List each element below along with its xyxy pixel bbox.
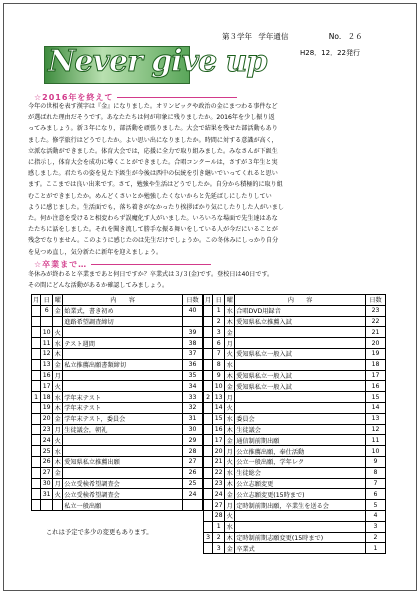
content-cell: 合唱DVD用録音 — [235, 305, 366, 316]
count-cell: 6 — [366, 489, 386, 500]
weekday-cell: 水 — [53, 392, 63, 403]
issue-date: H28．12．22発行 — [300, 49, 360, 57]
content-cell — [63, 327, 183, 338]
month-cell — [32, 467, 41, 478]
count-cell: 15 — [366, 392, 386, 403]
table-row — [32, 467, 203, 478]
table-row — [32, 435, 203, 446]
paragraph-line: が選ばれた理由だそうです。あなたたちは何が印象に残りましたか。2016年を少し振り返 — [28, 114, 275, 122]
weekday-cell: 木 — [225, 532, 235, 543]
count-cell: 14 — [366, 402, 386, 413]
col-day: 日 — [41, 295, 53, 306]
month-cell — [204, 467, 213, 478]
day-cell: 27 — [41, 467, 53, 478]
weekday-cell: 金 — [225, 381, 235, 392]
month-cell — [32, 370, 41, 381]
weekday-cell: 月 — [225, 446, 235, 457]
content-cell — [63, 381, 183, 392]
table-row — [204, 359, 386, 370]
weekday-cell: 木 — [225, 316, 235, 327]
weekday-cell: 木 — [225, 370, 235, 381]
content-cell: 学年末テスト，委員会 — [63, 413, 183, 424]
weekday-cell: 木 — [225, 478, 235, 489]
count-cell: 3 — [366, 521, 386, 532]
paragraph-line: 立派な活動ができました。体育大会では，応援に全力で取り組みました。みなさんが下級生 — [28, 147, 278, 155]
col-content: 内 容 — [235, 295, 366, 306]
month-cell: 3 — [204, 532, 213, 543]
day-cell: 1 — [213, 305, 225, 316]
month-cell — [204, 359, 213, 370]
content-cell — [63, 446, 183, 457]
day-cell: 7 — [213, 348, 225, 359]
day-cell: 22 — [213, 467, 225, 478]
schedule-table-january — [31, 294, 203, 511]
month-cell — [32, 305, 41, 316]
weekday-cell: 火 — [53, 489, 63, 500]
month-cell — [204, 381, 213, 392]
month-cell — [32, 381, 41, 392]
table-row — [204, 305, 386, 316]
table-row — [204, 402, 386, 413]
day-cell: 12 — [41, 348, 53, 359]
content-cell: 生徒議会 — [235, 424, 366, 435]
col-count: 日数 — [366, 295, 386, 306]
count-cell: 7 — [366, 478, 386, 489]
weekday-cell: 金 — [53, 305, 63, 316]
day-cell: 13 — [213, 392, 225, 403]
table-row — [204, 532, 386, 543]
weekday-cell: 月 — [225, 500, 235, 511]
paragraph-line: その間にどんな活動があるか確認してみましょう。 — [28, 282, 169, 290]
month-cell — [204, 543, 213, 554]
paragraph-line: たたちに話をしました。それを聞き流して勝手な振る舞いをしている人が今だにいることが — [28, 226, 278, 234]
weekday-cell: 水 — [225, 467, 235, 478]
content-cell: 進路希望調査締切 — [63, 316, 183, 327]
count-cell: 11 — [366, 435, 386, 446]
content-cell: 愛知県私立一般入試 — [235, 370, 366, 381]
day-cell: 30 — [41, 478, 53, 489]
day-cell: 24 — [213, 489, 225, 500]
weekday-cell: 木 — [53, 348, 63, 359]
count-cell: 21 — [366, 327, 386, 338]
paragraph-line: 残念でなりません。このように感じたのは先生だけでしょうか。この冬休みにしっかり自分 — [28, 237, 279, 245]
weekday-cell: 火 — [225, 456, 235, 467]
paragraph-line: を見つめ直し，気分新たに新年を迎えましょう。 — [28, 248, 163, 256]
day-cell: 13 — [41, 359, 53, 370]
col-day: 日 — [213, 295, 225, 306]
count-cell: 38 — [183, 338, 203, 349]
content-cell: 公立受検希望調査会 — [63, 489, 183, 500]
day-cell: 24 — [41, 435, 53, 446]
paragraph-2 — [28, 269, 396, 291]
count-cell: 39 — [183, 327, 203, 338]
content-cell: 定時制前期出願，卒業生を送る会 — [235, 500, 366, 511]
content-cell: 公立志願変更 — [235, 478, 366, 489]
count-cell: 25 — [183, 478, 203, 489]
table-row — [32, 489, 203, 500]
month-cell — [204, 456, 213, 467]
day-cell: 19 — [41, 402, 53, 413]
content-cell: テスト週間 — [63, 338, 183, 349]
table-row — [32, 305, 203, 316]
col-week: 曜 — [225, 295, 235, 306]
content-cell — [235, 521, 366, 532]
count-cell: 19 — [366, 348, 386, 359]
day-cell: 11 — [41, 338, 53, 349]
weekday-cell — [53, 500, 63, 511]
count-cell: 24 — [183, 489, 203, 500]
weekday-cell: 水 — [53, 446, 63, 457]
section-title-1: ☆2016年を終えて — [34, 92, 237, 103]
paragraph-line: ます。ここまでは良い出来です。さて，勉強や生活はどうでしたか。自分から積極的に取り組 — [28, 181, 283, 189]
table-row — [32, 392, 203, 403]
count-cell: 2 — [366, 532, 386, 543]
table-row — [32, 424, 203, 435]
day-cell: 10 — [213, 381, 225, 392]
month-cell — [32, 338, 41, 349]
day-cell: 21 — [213, 456, 225, 467]
day-cell: 16 — [213, 424, 225, 435]
table-row — [204, 543, 386, 554]
weekday-cell: 水 — [53, 338, 63, 349]
table-row — [32, 478, 203, 489]
content-cell: 生徒議会，朝礼 — [63, 424, 183, 435]
weekday-cell: 火 — [53, 381, 63, 392]
count-cell: 12 — [366, 424, 386, 435]
paragraph-line: ように感じました。生活面でも，落ち着きがなかったり挨拶ばかり気にしたりした人がいまし — [28, 203, 284, 211]
content-cell: 愛知県私立一般入試 — [235, 381, 366, 392]
issue-number: ２６ — [347, 32, 363, 41]
table-row — [204, 413, 386, 424]
table-row — [204, 446, 386, 457]
count-cell: 20 — [366, 338, 386, 349]
month-cell — [204, 478, 213, 489]
col-content: 内 容 — [63, 295, 183, 306]
weekday-cell: 金 — [225, 327, 235, 338]
col-month: 月 — [204, 295, 213, 306]
count-cell: 8 — [366, 467, 386, 478]
month-cell — [204, 510, 213, 521]
paragraph-line: に指示し，体育大会を成功に導くことができました。合唱コンクールは，さすが３年生と実 — [28, 159, 278, 167]
weekday-cell: 水 — [225, 305, 235, 316]
col-week: 曜 — [53, 295, 63, 306]
weekday-cell: 月 — [53, 370, 63, 381]
count-cell: 30 — [183, 424, 203, 435]
day-cell: 25 — [41, 446, 53, 457]
weekday-cell: 火 — [53, 327, 63, 338]
month-cell — [204, 500, 213, 511]
content-cell — [235, 402, 366, 413]
table-row — [204, 338, 386, 349]
content-cell: 卒業式 — [235, 543, 366, 554]
month-cell — [204, 446, 213, 457]
month-cell — [32, 402, 41, 413]
content-cell: 公立一般出願，学年レク — [235, 456, 366, 467]
content-cell — [63, 348, 183, 359]
month-cell — [32, 359, 41, 370]
weekday-cell: 水 — [225, 413, 235, 424]
content-cell — [235, 327, 366, 338]
month-cell — [32, 478, 41, 489]
day-cell: 23 — [41, 424, 53, 435]
day-cell: 17 — [213, 435, 225, 446]
content-cell — [235, 338, 366, 349]
weekday-cell: 金 — [53, 359, 63, 370]
month-cell — [204, 370, 213, 381]
count-cell: 10 — [366, 446, 386, 457]
paragraph-1 — [28, 101, 396, 258]
weekday-cell: 月 — [225, 392, 235, 403]
table-row — [32, 338, 203, 349]
count-cell: 34 — [183, 381, 203, 392]
day-cell: 2 — [213, 316, 225, 327]
day-cell: 27 — [213, 500, 225, 511]
paragraph-line: た。何か注意を受けると相変わらず誤魔化す人がいました。いろいろな場面で先生達はあな — [28, 215, 278, 223]
masthead-title: Never give up — [48, 44, 267, 79]
content-cell: 生徒総会 — [235, 467, 366, 478]
day-cell: 20 — [213, 446, 225, 457]
count-cell — [183, 500, 203, 511]
content-cell: 公立推薦出願，奉仕活動 — [235, 446, 366, 457]
table-row — [32, 500, 203, 511]
weekday-cell: 木 — [225, 424, 235, 435]
paragraph-line: ってみましょう。新３年になり，部活動を頑張りました。大会で結果を残せた部活動もあり — [28, 125, 278, 133]
weekday-cell: 金 — [225, 435, 235, 446]
table-row — [204, 435, 386, 446]
content-cell: 公立受検希望調査会 — [63, 478, 183, 489]
month-cell: 1 — [32, 392, 41, 403]
grade-label: 第３学年 — [222, 32, 252, 41]
content-cell — [235, 510, 366, 521]
day-cell: 14 — [213, 402, 225, 413]
month-cell — [204, 435, 213, 446]
month-cell — [32, 456, 41, 467]
count-cell: 23 — [366, 305, 386, 316]
day-cell: 31 — [41, 489, 53, 500]
day-cell: 18 — [41, 392, 53, 403]
weekday-cell: 木 — [53, 456, 63, 467]
table-row — [32, 327, 203, 338]
count-cell: 29 — [183, 435, 203, 446]
weekday-cell: 木 — [53, 402, 63, 413]
table-row — [32, 316, 203, 327]
month-cell — [32, 413, 41, 424]
table-row — [32, 413, 203, 424]
count-cell: 32 — [183, 402, 203, 413]
day-cell: 6 — [41, 305, 53, 316]
table-row — [204, 348, 386, 359]
table-row — [204, 424, 386, 435]
day-cell: 10 — [41, 327, 53, 338]
count-cell: 27 — [183, 456, 203, 467]
count-cell: 9 — [366, 456, 386, 467]
month-cell — [204, 521, 213, 532]
month-cell — [32, 435, 41, 446]
day-cell: 16 — [41, 370, 53, 381]
count-cell: 26 — [183, 467, 203, 478]
day-cell — [41, 316, 53, 327]
content-cell — [63, 435, 183, 446]
day-cell: 9 — [213, 370, 225, 381]
weekday-cell: 金 — [53, 413, 63, 424]
month-cell — [32, 446, 41, 457]
content-cell — [63, 370, 183, 381]
paragraph-line: むことができましたか。めんどくさいとか勉強したくないからと先延ばしにしたりしてい — [28, 192, 272, 200]
count-cell: 31 — [183, 413, 203, 424]
day-cell: 2 — [213, 532, 225, 543]
content-cell: 私立推薦出願書類締切 — [63, 359, 183, 370]
table-row — [32, 456, 203, 467]
weekday-cell: 水 — [225, 359, 235, 370]
schedule-table-february-march — [203, 294, 386, 554]
month-cell — [204, 489, 213, 500]
footnote: これは予定で多少の変更もあります。 — [46, 529, 153, 536]
weekday-cell: 火 — [225, 348, 235, 359]
count-cell: 13 — [366, 413, 386, 424]
month-cell — [32, 348, 41, 359]
month-cell — [32, 489, 41, 500]
col-month: 月 — [32, 295, 41, 306]
content-cell — [63, 467, 183, 478]
table-row — [32, 381, 203, 392]
day-cell: 3 — [213, 327, 225, 338]
content-cell — [235, 359, 366, 370]
content-cell: 通信制前期出願 — [235, 435, 366, 446]
month-cell — [204, 424, 213, 435]
day-cell: 26 — [41, 456, 53, 467]
count-cell: 1 — [366, 543, 386, 554]
col-count: 日数 — [183, 295, 203, 306]
table-row — [32, 359, 203, 370]
content-cell: 愛知県私立一般入試 — [235, 348, 366, 359]
content-cell: 愛知県私立推薦出願 — [63, 456, 183, 467]
month-cell: 2 — [204, 392, 213, 403]
table-row — [32, 348, 203, 359]
count-cell: 40 — [183, 305, 203, 316]
paragraph-line: 感しました。君たちの姿を見た下級生が今後は西中の伝統を引き継いでいってくれると思い — [28, 170, 278, 178]
count-cell: 33 — [183, 392, 203, 403]
month-cell — [204, 348, 213, 359]
count-cell: 37 — [183, 348, 203, 359]
day-cell — [41, 500, 53, 511]
weekday-cell: 水 — [225, 521, 235, 532]
table-row — [204, 510, 386, 521]
day-cell: 8 — [213, 359, 225, 370]
content-cell: 学年末テスト — [63, 392, 183, 403]
month-cell — [32, 500, 41, 511]
count-cell: 36 — [183, 359, 203, 370]
weekday-cell: 火 — [225, 510, 235, 521]
day-cell: 15 — [213, 413, 225, 424]
count-cell: 16 — [366, 381, 386, 392]
content-cell: 定時制前期志願変更(15時まで) — [235, 532, 366, 543]
newsletter-type: 学年通信 — [258, 32, 289, 41]
issue-number-label: No. — [328, 32, 342, 41]
weekday-cell: 金 — [225, 543, 235, 554]
content-cell: 公立志願変更(15時まで) — [235, 489, 366, 500]
table-row — [204, 456, 386, 467]
count-cell: 28 — [183, 446, 203, 457]
section-title-1-text: 2016年を終えて — [42, 93, 114, 102]
weekday-cell: 火 — [53, 435, 63, 446]
count-cell: 17 — [366, 370, 386, 381]
weekday-cell: 金 — [225, 489, 235, 500]
day-cell: 3 — [213, 543, 225, 554]
paragraph-line: 冬休みが終わると卒業まであと何日ですか？卒業式は３/３(金)です。登校日は40日です。 — [28, 271, 274, 278]
table-row — [204, 500, 386, 511]
month-cell — [204, 413, 213, 424]
table-row — [204, 467, 386, 478]
table-row — [204, 316, 386, 327]
content-cell: 愛知県私立推薦入試 — [235, 316, 366, 327]
month-cell — [204, 327, 213, 338]
paragraph-line: ました。修学旅行はどうでしたか。よい思い出になりましたか。時間に対する意識が高く， — [28, 136, 278, 144]
count-cell: 22 — [366, 316, 386, 327]
table-row — [204, 392, 386, 403]
content-cell: 私立一般出願 — [63, 500, 183, 511]
month-cell — [204, 402, 213, 413]
content-cell: 始業式，書き初め — [63, 305, 183, 316]
weekday-cell: 火 — [225, 402, 235, 413]
day-cell: 23 — [213, 478, 225, 489]
table-row — [204, 489, 386, 500]
day-cell: 28 — [213, 510, 225, 521]
content-cell: 学年末テスト — [63, 402, 183, 413]
weekday-cell: 月 — [225, 338, 235, 349]
month-cell — [32, 316, 41, 327]
day-cell: 20 — [41, 413, 53, 424]
section-title-2: ☆卒業まで… — [34, 259, 211, 270]
weekday-cell: 月 — [53, 478, 63, 489]
content-cell — [235, 392, 366, 403]
table-row — [204, 521, 386, 532]
count-cell: 35 — [183, 370, 203, 381]
weekday-cell: 金 — [53, 467, 63, 478]
issue-info — [222, 31, 367, 42]
paragraph-line: 今年の世相を表す漢字は『金』になりました。オリンピックや政治の金にまつわる事件など — [28, 103, 278, 110]
content-cell: 委員会 — [235, 413, 366, 424]
day-cell: 17 — [41, 381, 53, 392]
day-cell: 6 — [213, 338, 225, 349]
table-row — [32, 446, 203, 457]
table-row — [204, 478, 386, 489]
count-cell — [183, 316, 203, 327]
month-cell — [204, 305, 213, 316]
table-row — [32, 370, 203, 381]
month-cell — [204, 338, 213, 349]
count-cell: 18 — [366, 359, 386, 370]
section-title-2-text: 卒業まで… — [42, 260, 88, 269]
count-cell: 5 — [366, 500, 386, 511]
table-row — [204, 381, 386, 392]
table-row — [204, 370, 386, 381]
month-cell — [32, 327, 41, 338]
table-row — [204, 327, 386, 338]
day-cell: 1 — [213, 521, 225, 532]
weekday-cell: 月 — [53, 424, 63, 435]
table-row — [32, 402, 203, 413]
weekday-cell — [53, 316, 63, 327]
month-cell — [32, 424, 41, 435]
count-cell: 4 — [366, 510, 386, 521]
month-cell — [204, 316, 213, 327]
